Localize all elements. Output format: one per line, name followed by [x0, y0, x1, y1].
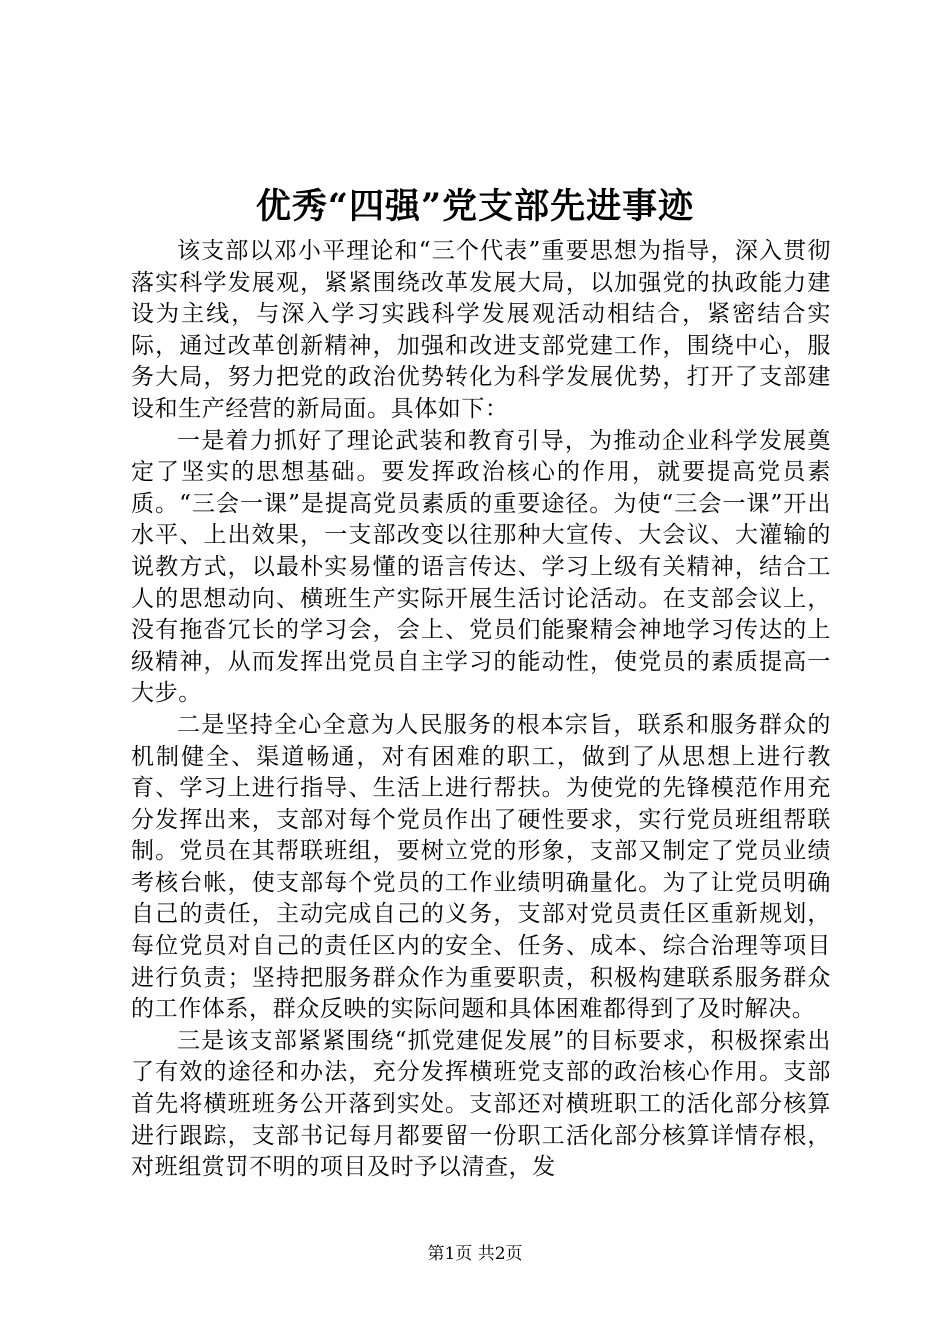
- document-body: [131, 236, 831, 1184]
- paragraph-three: 三是该支部紧紧围绕“抓党建促发展”的目标要求，积极探索出了有效的途径和办法，充分发挥横班党支部的政治核心作用。支部首先将横班班务公开落到实处。支部还对横班职工的活化部分核算进行跟踪，支部书记每月都要留一份职工活化部分核算详情存根，对班组赏罚不明的项目及时予以清查，发: [131, 1027, 831, 1181]
- paragraph-intro: 该支部以邓小平理论和“三个代表”重要思想为指导，深入贯彻落实科学发展观，紧紧围绕改革发展大局，以加强党的执政能力建设为主线，与深入学习实践科学发展观活动相结合，紧密结合实际，通过改革创新精神，加强和改进支部党建工作，围绕中心，服务大局，努力把党的政治优势转化为科学发展优势，打开了支部建设和生产经营的新局面。具体如下：: [131, 238, 831, 422]
- document-title: 优秀“四强”党支部先进事迹: [255, 186, 695, 227]
- page-footer: 第1页 共2页: [427, 1244, 523, 1264]
- paragraph-one: 一是着力抓好了理论武装和教育引导，为推动企业科学发展奠定了坚实的思想基础。要发挥政治核心的作用，就要提高党员素质。“三会一课”是提高党员素质的重要途径。为使“三会一课”开出水平、上出效果，一支部改变以往那种大宣传、大会议、大灌输的说教方式，以最朴实易懂的语言传达、学习上级有关精神，结合工人的思想动向、横班生产实际开展生活讨论活动。在支部会议上，没有拖沓冗长的学习会，会上、党员们能聚精会神地学习传达的上级精神，从而发挥出党员自主学习的能动性，使党员的素质提高一大步。: [131, 427, 831, 707]
- paragraph-two: 二是坚持全心全意为人民服务的根本宗旨，联系和服务群众的机制健全、渠道畅通，对有困难的职工，做到了从思想上进行教育、学习上进行指导、生活上进行帮扶。为使党的先锋模范作用充分发挥出来，支部对每个党员作出了硬性要求，实行党员班组帮联制。党员在其帮联班组，要树立党的形象，支部又制定了党员业绩考核台帐，使支部每个党员的工作业绩明确量化。为了让党员明确自己的责任，主动完成自己的义务，支部对党员责任区重新规划，每位党员对自己的责任区内的安全、任务、成本、综合治理等项目进行负责；坚持把服务群众作为重要职责，积极构建联系服务群众的工作体系，群众反映的实际问题和具体困难都得到了及时解决。: [131, 711, 831, 1023]
